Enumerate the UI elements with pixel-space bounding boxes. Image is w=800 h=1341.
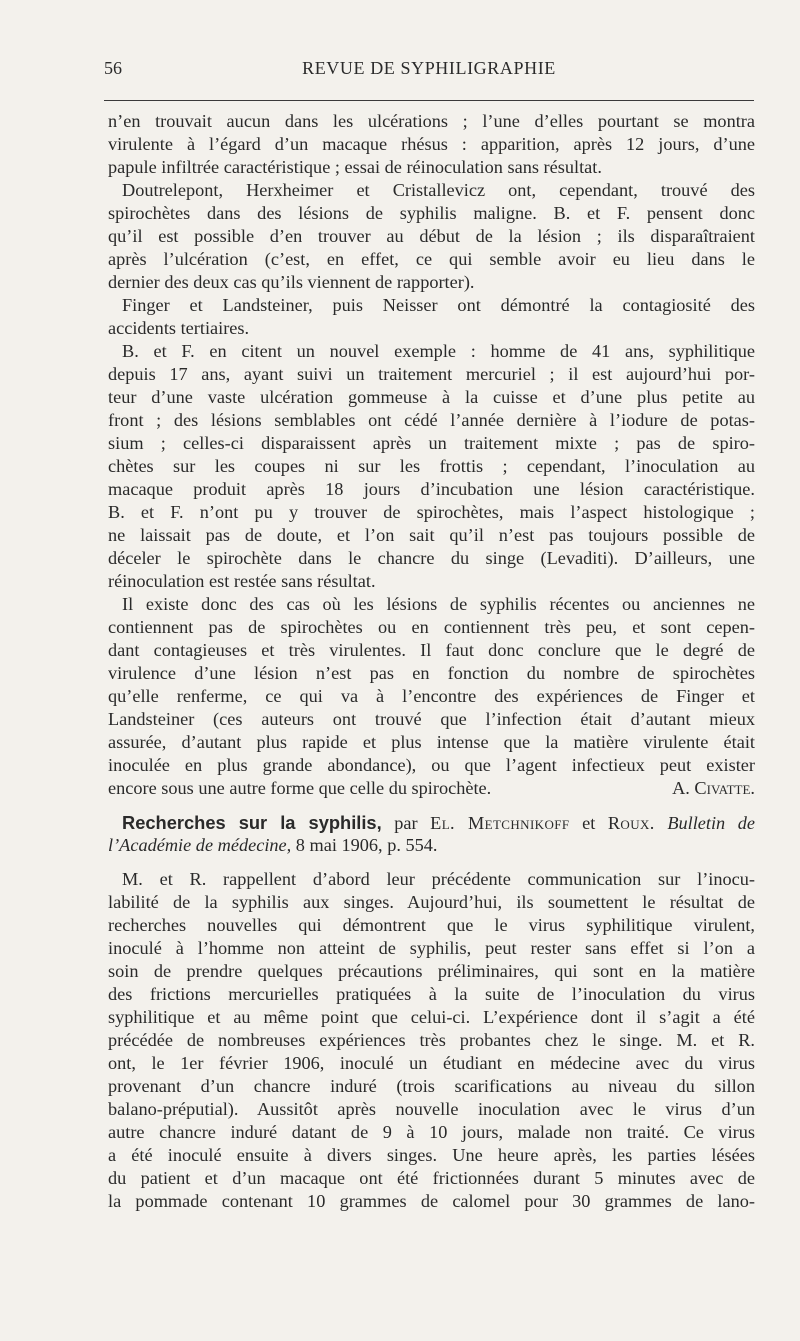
text-line: Finger et Landsteiner, puis Neisser ont démontré la contagiosité des [122, 295, 755, 315]
text-line: ont, le 1er février 1906, inoculé un étudiant en médecine avec du virus [108, 1053, 755, 1073]
page-number: 56 [104, 58, 122, 78]
header-rule [104, 100, 754, 101]
text-line: assurée, d’autant plus rapide et plus intense que la matière virulente était [108, 732, 755, 752]
article-heading-cont [108, 834, 755, 857]
text-line: Doutrelepont, Herxheimer et Cristallevicz ont, cependant, trouvé des [122, 180, 755, 200]
text-line: B. et F. en citent un nouvel exemple : homme de 41 ans, syphilitique [122, 341, 755, 361]
journal-name-2: l’Académie de médecine, [108, 835, 292, 855]
body-text [108, 110, 755, 1213]
text-line: ne laissait pas de doute, et l’on sait qu’il n’est pas toujours possible de [108, 525, 755, 545]
article-title: Recherches sur la syphilis, [122, 812, 382, 833]
journal-name: Bulletin de [654, 813, 755, 833]
text-line: soin de prendre quelques précautions préliminaires, qui sont en la matière [108, 961, 755, 981]
text-line: a été inoculé ensuite à divers singes. Une heure après, les parties lésées [108, 1145, 755, 1165]
text-line: la pommade contenant 10 grammes de calomel pour 30 grammes de lano- [108, 1191, 755, 1211]
text-line: n’en trouvait aucun dans les ulcérations ; l’une d’elles pourtant se montra [108, 111, 755, 131]
text-line: virulence d’une lésion n’est pas en fonction du nombre de spirochètes [108, 663, 755, 683]
text-line: syphilitique et au même point que celui-ci. L’expérience dont il s’agit a été [108, 1007, 755, 1027]
text-line: contiennent pas de spirochètes ou en contiennent très peu, et sont cepen- [108, 617, 755, 637]
text-line: dernier des deux cas qu’ils viennent de rapporter). [108, 272, 475, 292]
text-line: chètes sur les coupes ni sur les frottis ; cependant, l’inoculation au [108, 456, 755, 476]
text-line: après l’ulcération (c’est, en effet, ce qui semble avoir eu lieu dans le [108, 249, 755, 269]
text-line: déceler le spirochète dans le chancre du singe (Levaditi). D’ailleurs, une [108, 548, 755, 568]
text-line: papule infiltrée caractéristique ; essai de réinoculation sans résultat. [108, 157, 602, 177]
text-line: balano-préputial). Aussitôt après nouvelle inoculation avec le virus d’un [108, 1099, 755, 1119]
text-line: M. et R. rappellent d’abord leur précédente communication sur l’inocu- [122, 869, 755, 889]
text-line [108, 777, 755, 800]
text-line: inoculée en plus grande abondance), ou que l’agent infectieux peut exister [108, 755, 755, 775]
text-line: inoculé à l’homme non atteint de syphilis, peut rester sans effet si l’on a [108, 938, 755, 958]
article-author-2: Roux. [607, 813, 655, 833]
text-line: spirochètes dans des lésions de syphilis maligne. B. et F. pensent donc [108, 203, 755, 223]
text-line: depuis 17 ans, ayant suivi un traitement mercuriel ; il est aujourd’hui por- [108, 364, 755, 384]
text-line: qu’elle renferme, ce qui va à l’encontre des expériences de Finger et [108, 686, 755, 706]
text-line: B. et F. n’ont pu y trouver de spirochètes, mais l’aspect histologique ; [108, 502, 755, 522]
text-line: autre chancre induré datant de 9 à 10 jours, malade non traité. Ce virus [108, 1122, 755, 1142]
text-line: accidents tertiaires. [108, 318, 250, 338]
article-date: 8 mai 1906, p. 554. [291, 835, 438, 855]
text-line: front ; des lésions semblables ont cédé l’année dernière à l’iodure de potas- [108, 410, 755, 430]
text-line-content: encore sous une autre forme que celle du spirochète. [108, 778, 492, 798]
text-line: des frictions mercurielles pratiquées à la suite de l’inoculation du virus [108, 984, 755, 1004]
text-line: macaque produit après 18 jours d’incubation une lésion caractéristique. [108, 479, 755, 499]
text-line: provenant d’un chancre induré (trois scarifications au niveau du sillon [108, 1076, 755, 1096]
text-line: Il existe donc des cas où les lésions de syphilis récentes ou anciennes ne [122, 594, 755, 614]
text-line: teur d’une vaste ulcération gommeuse à la cuisse et d’une plus petite au [108, 387, 755, 407]
text-line: Landsteiner (ces auteurs ont trouvé que l’infection était d’autant mieux [108, 709, 755, 729]
text-line: dant contagieuses et très virulentes. Il faut donc conclure que le degré de [108, 640, 755, 660]
text-line: du patient et d’un macaque ont été frictionnées durant 5 minutes avec de [108, 1168, 755, 1188]
text-line: virulente à l’égard d’un macaque rhésus : apparition, après 12 jours, d’une [108, 134, 755, 154]
running-head [104, 58, 754, 86]
text-line: réinoculation est restée sans résultat. [108, 571, 376, 591]
text-line: précédée de nombreuses expériences très probantes chez le singe. M. et R. [108, 1030, 755, 1050]
text-line: recherches nouvelles qui démontrent que le virus syphilitique virulent, [108, 915, 755, 935]
text-line: labilité de la syphilis aux singes. Aujourd’hui, ils soumettent le résultat de [108, 892, 755, 912]
article-author: El. Metchnikoff [430, 813, 570, 833]
article-heading: Recherches sur la syphilis, par El. Metchnikoff et Roux. Bulletin de [122, 812, 755, 833]
journal-title: REVUE DE SYPHILIGRAPHIE [302, 58, 556, 78]
text-line: sium ; celles-ci disparaissent après un traitement mixte ; pas de spiro- [108, 433, 755, 453]
signature: A. Civatte. [672, 778, 755, 798]
text-line: qu’il est possible d’en trouver au début de la lésion ; ils disparaîtraient [108, 226, 755, 246]
